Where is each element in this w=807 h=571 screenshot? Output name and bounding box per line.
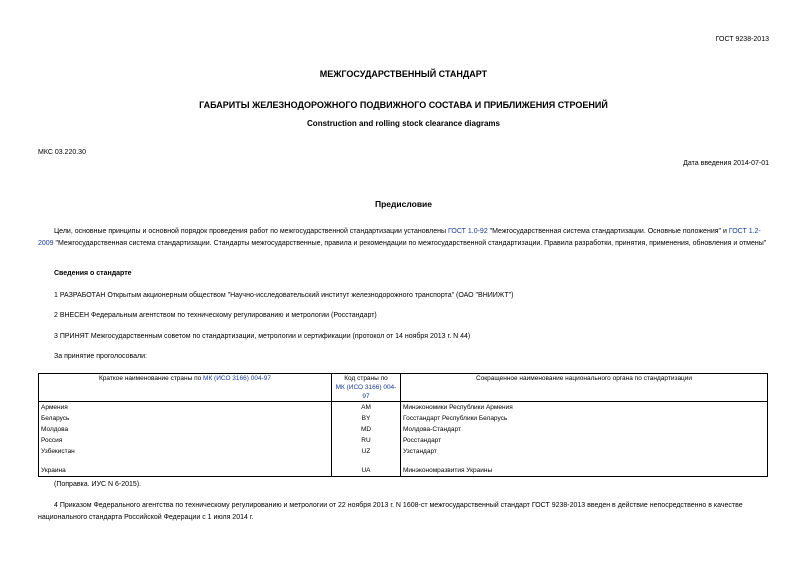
preface-paragraph: [38, 226, 768, 250]
code-cell: UZ: [332, 446, 401, 457]
body-cell: Минэкономразвития Украины: [401, 465, 768, 477]
country-cell: Армения: [39, 402, 332, 414]
body-cell: Минэкономики Республики Армения: [401, 402, 768, 414]
gost-1-2-2009-link[interactable]: ГОСТ 1.2-2009: [38, 228, 761, 247]
preface-text-c: "Межгосударственная система стандартизации. Стандарты межгосударственные, правила и рекомендации по межгосударственной стандартизации. Правила разработки, принятия, применения, обновления и отмены": [53, 240, 767, 247]
country-cell: Украина: [39, 465, 332, 477]
english-title: Construction and rolling stock clearance diagrams: [307, 119, 500, 128]
header-body: Сокращенное наименование национального органа по стандартизации: [401, 374, 768, 402]
body-cell: Молдова-Стандарт: [401, 424, 768, 435]
code-cell: BY: [332, 413, 401, 424]
code-cell: RU: [332, 435, 401, 446]
item-developed: 1 РАЗРАБОТАН Открытым акционерным обществом "Научно-исследовательский институт железнодорожного транспорта" (ОАО "ВНИИЖТ"): [54, 292, 514, 299]
mk-iso-link[interactable]: МК (ИСО 3166) 004-97: [203, 375, 271, 382]
voted-label: За принятие проголосовали:: [54, 353, 147, 360]
table-row: [39, 435, 768, 446]
country-cell: Узбекистан: [39, 446, 332, 457]
table-header-row: [39, 374, 768, 402]
mk-iso-link-2[interactable]: МК (ИСО 3166) 004-97: [335, 384, 397, 400]
country-cell: Россия: [39, 435, 332, 446]
item-enacted: 4 Приказом Федерального агентства по техническому регулированию и метрологии от 22 ноября 2013 г. N 1608-ст межгосударственный стандарт ГОСТ 9238-2013 введен в действие непосредственно в качестве национального стандарта Российской Федерации с 1 июля 2014 г.: [38, 502, 743, 521]
header-code: Код страны по МК (ИСО 3166) 004-97: [332, 374, 401, 402]
standard-type-title: МЕЖГОСУДАРСТВЕННЫЙ СТАНДАРТ: [319, 69, 488, 79]
item-submitted: 2 ВНЕСЕН Федеральным агентством по техническому регулированию и метрологии (Росстандарт): [54, 312, 377, 319]
code-cell: AM: [332, 402, 401, 414]
country-cell: Молдова: [39, 424, 332, 435]
preface-text-a: Цели, основные принципы и основной порядок проведения работ по межгосударственной стандартизации установлены: [54, 228, 448, 235]
document-code: ГОСТ 9238-2013: [715, 36, 769, 43]
body-cell: Росстандарт: [401, 435, 768, 446]
table-row: [39, 413, 768, 424]
mks-code: МКС 03.220.30: [38, 149, 86, 156]
gost-1-0-92-link[interactable]: ГОСТ 1.0-92: [447, 228, 488, 235]
table-row: [39, 465, 768, 477]
body-cell: Госстандарт Республики Беларусь: [401, 413, 768, 424]
amendment-note: (Поправка. ИУС N 6-2015).: [54, 481, 142, 488]
document-title: ГАБАРИТЫ ЖЕЛЕЗНОДОРОЖНОГО ПОДВИЖНОГО СОСТАВА И ПРИБЛИЖЕНИЯ СТРОЕНИЙ: [199, 100, 608, 110]
table-spacer-row: [39, 457, 768, 465]
body-cell: Узстандарт: [401, 446, 768, 457]
preface-text-b: "Межгосударственная система стандартизации. Основные положения" и: [487, 228, 729, 235]
code-cell: MD: [332, 424, 401, 435]
table-row: [39, 424, 768, 435]
intro-date: Дата введения 2014-07-01: [683, 160, 769, 167]
item-adopted: 3 ПРИНЯТ Межгосударственным советом по стандартизации, метрологии и сертификации (протокол от 14 ноября 2013 г. N 44): [54, 333, 471, 340]
voting-table: [38, 373, 768, 477]
code-cell: UA: [332, 465, 401, 477]
table-row: [39, 446, 768, 457]
country-cell: Беларусь: [39, 413, 332, 424]
standard-info-heading: Сведения о стандарте: [54, 270, 132, 277]
header-country: Краткое наименование страны по МК (ИСО 3166) 004-97: [39, 374, 332, 402]
table-row: [39, 402, 768, 414]
preface-heading: Предисловие: [374, 199, 433, 209]
